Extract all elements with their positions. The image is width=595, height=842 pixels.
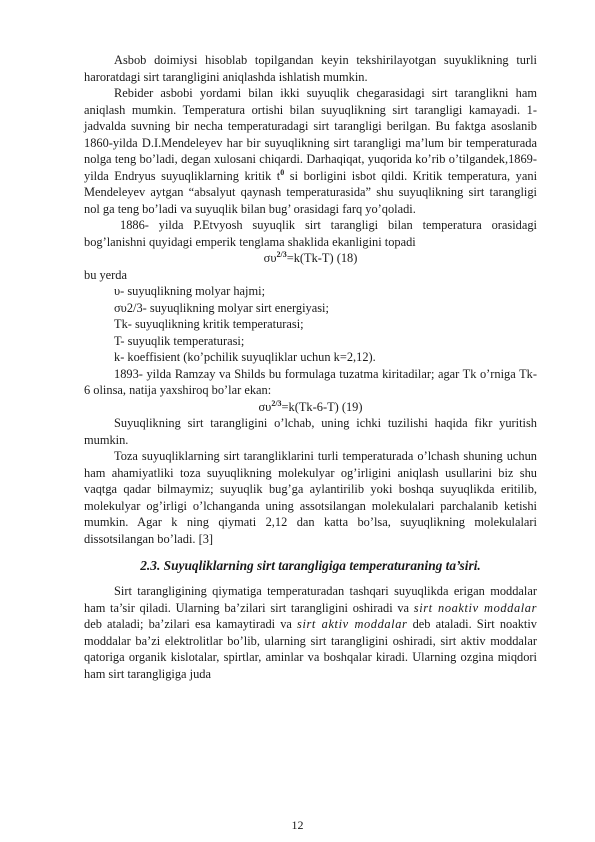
paragraph-2 bbox=[84, 85, 537, 217]
formula-19-rhs: =k(Tk-6-T) (19) bbox=[281, 399, 363, 414]
paragraph-7: Toza suyuqliklarning sirt tarangliklarini turli temperaturada o’lchash shuning uchun ham ahamiyatliki toza suyuqlikning molekulyar og’irligini aniqlash usullarini biz shu vaqtga qadar bilmaymiz; suyuqlik bug’ga aylantirilib yoki boshqa suyuqlikda eritilib, molekulyar og’irligi o’lchanganda uning assotsilangan molekulalari parchalanib ketishi mumkin. Agar k ning qiymati 2,12 dan katta bo’lsa, suyuqlikning molekulalari dissotsilangan bo’ladi. [3] bbox=[84, 449, 537, 546]
paragraph-8 bbox=[84, 583, 537, 682]
term-sirt-aktiv: sirt aktiv moddalar bbox=[297, 617, 408, 631]
definition-coefficient: k- koeffisient (ko’pchilik suyuqliklar uchun k=2,12). bbox=[114, 350, 376, 364]
definition-molar-surface-energy: συ2/3- suyuqlikning molyar sirt energiyasi; bbox=[114, 300, 329, 315]
formula-18 bbox=[84, 250, 537, 267]
formula-19 bbox=[84, 399, 537, 416]
definition-molar-volume: υ- suyuqlikning molyar hajmi; bbox=[114, 284, 266, 298]
definition-temperature: T- suyuqlik temperaturasi; bbox=[114, 333, 245, 348]
formula-18-rhs: =k(Tk-T) (18) bbox=[286, 251, 358, 265]
definition-critical-temperature: Tk- suyuqlikning kritik temperaturasi; bbox=[114, 317, 304, 331]
paragraph-5: 1893- yilda Ramzay va Shilds bu formulaga tuzatma kiritadilar; agar Tk o’rniga Tk-6 olinsa, natija yaxshiroq bo’lar ekan: bbox=[84, 366, 537, 397]
paragraph-1: Asbob doimiysi hisoblab topilgandan keyin tekshirilayotgan suyuklikning turli haroratdagi sirt tarangligini aniqlashda ishlatish mumkin. bbox=[84, 53, 537, 84]
formula-18-lhs: συ bbox=[263, 251, 277, 265]
paragraph-bu-yerda: bu yerda bbox=[84, 267, 128, 282]
formula-19-lhs: συ bbox=[258, 399, 272, 414]
formula-18-exponent: 2/3 bbox=[276, 249, 287, 259]
paragraph-8-part-a: Sirt tarangligining qiymatiga temperaturadan tashqari suyuqlikda erigan moddalar ham ta’sir qiladi. Ularning ba’zilari sirt tarangligini oshiradi va bbox=[84, 584, 537, 615]
section-heading: 2.3. Suyuqliklarning sirt tarangligiga temperaturaning ta’siri. bbox=[140, 558, 481, 573]
paragraph-3: 1886- yilda P.Etvyosh suyuqlik sirt tarangligi bilan temperatura orasidagi bog’lanishni quyidagi emperik tenglama shaklida ekanligini topadi bbox=[84, 218, 537, 249]
paragraph-2-text: Rebider asbobi yordami bilan ikki suyuqlik chegarasidagi sirt taranglikni ham aniqlash mumkin. Temperatura ortishi bilan suyuqlikning sirt tarangligi kamayadi. 1-jadvalda suvning bir necha temperaturadagi sirt tarangligi berilgan. Bu faktga asoslanib 1860-yilda D.I.Mendeleyev har bir suyuqlikning sirt tarangligi ma’lum bir temperaturada nolga teng bo’ladi, degan xulosani chiqardi. Darhaqiqat, yuqorida ko’rib o’tilgandek,1869-yilda Endryus suyuqliklarning kritik t bbox=[84, 86, 537, 183]
formula-19-exponent: 2/3 bbox=[271, 398, 282, 408]
paragraph-8-part-b: deb ataladi; ba’zilari esa kamaytiradi va bbox=[84, 617, 298, 631]
term-sirt-noaktiv: sirt noaktiv moddalar bbox=[413, 600, 538, 615]
paragraph-2-tail: si borligini isbot qildi. Kritik temperatura, yani Mendeleyev aytgan “absalyut qaynash temperaturasida” shu suyuqlikning sirt tarangligi nol ga teng bo’ladi va suyuqlik bilan bug’ orasidagi farq yo’qoladi. bbox=[84, 168, 538, 216]
superscript-zero: 0 bbox=[280, 167, 285, 177]
page-number: 12 bbox=[291, 818, 304, 832]
paragraph-8-part-c: deb ataladi. Sirt noaktiv moddalar ba’zi elektrolitlar bo’lib, ularning sirt tarangligini oshiradi, sirt aktiv moddalar qatoriga organik kislotalar, spirtlar, aminlar va boshqalar kiradi. Ularning ozgina miqdori ham sirt tarangligiga juda bbox=[84, 617, 537, 681]
paragraph-6: Suyuqlikning sirt tarangligini o’lchab, uning ichki tuzilishi haqida fikr yuritish mumkin. bbox=[84, 416, 537, 447]
